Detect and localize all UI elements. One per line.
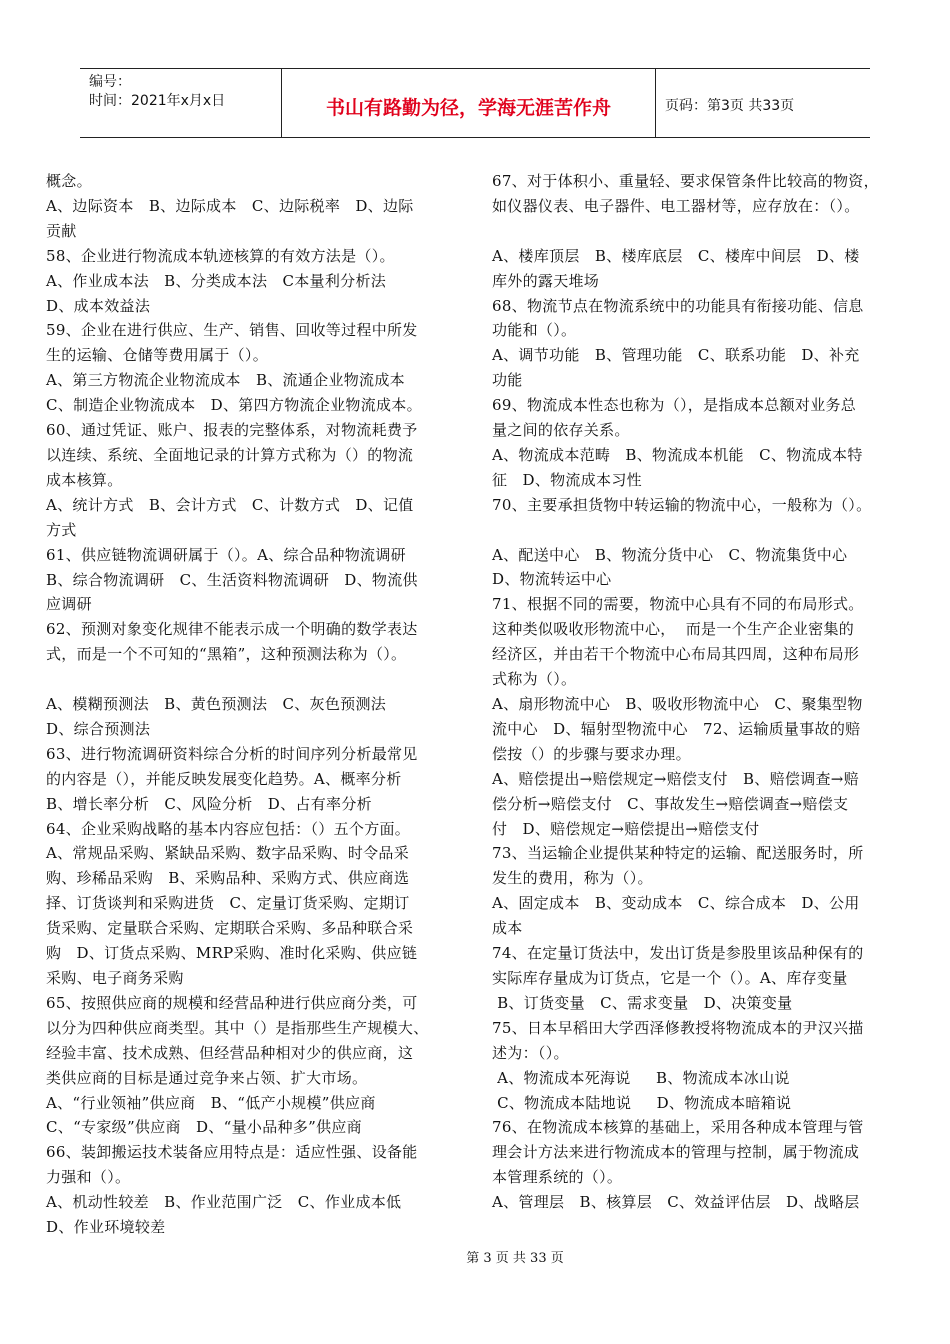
text-line (492, 219, 910, 244)
text-line: 66、装卸搬运技术装备应用特点是：适应性强、设备能 (46, 1143, 418, 1162)
right-text-column (492, 169, 910, 1215)
text-line: C、“专家级”供应商 D、“量小品种多”供应商 (46, 1118, 362, 1137)
text-line: 67、对于体积小、重量轻、要求保管条件比较高的物资， (492, 172, 879, 190)
text-line: 贡献 (46, 221, 77, 240)
text-line: A、赔偿提出→赔偿规定→赔偿支付 B、赔偿调查→赔 (492, 769, 859, 788)
text-line: 概念。 (46, 172, 92, 190)
text-line: 成本核算。 (46, 470, 123, 489)
text-line: B、增长率分析 C、风险分析 D、占有率分析 (46, 794, 372, 813)
text-line: A、扇形物流中心 B、吸收形物流中心 C、聚集型物 (492, 695, 863, 713)
text-line: 71、根据不同的需要，物流中心具有不同的布局形式。 (492, 595, 864, 614)
text-line: 式称为（）。 (492, 670, 577, 689)
text-line: 力强和（）。 (46, 1168, 131, 1187)
text-line: A、物流成本死海说 B、物流成本冰山说 (492, 1068, 790, 1087)
document-time-label: 时间：2021年x月x日 (89, 93, 226, 109)
text-line: 功能 (492, 371, 523, 390)
text-line: 以分为四种供应商类型。其中（）是指那些生产规模大、 (46, 1018, 429, 1037)
text-line: 方式 (46, 520, 77, 539)
text-line: A、调节功能 B、管理功能 C、联系功能 D、补充 (492, 346, 860, 365)
text-line: 择、订货谈判和采购进货 C、定量订货采购、定期订 (46, 894, 410, 913)
text-line: 发生的费用，称为（）。 (492, 869, 653, 888)
text-line: 生的运输、仓储等费用属于（）。 (46, 346, 269, 365)
text-line: 偿分析→赔偿支付 C、事故发生→赔偿调查→赔偿支 (492, 794, 849, 813)
text-line: D、综合预测法 (46, 719, 151, 738)
text-line: D、作业环境较差 (46, 1218, 166, 1237)
header-meta (80, 69, 282, 137)
text-line: 69、物流成本性态也称为（），是指成本总额对业务总 (492, 396, 857, 415)
text-line: 如仪器仪表、电子器件、电工器材等，应存放在：（）。 (492, 196, 860, 215)
text-line (492, 518, 910, 543)
text-line: 74、在定量订货法中，发出订货是参股里该品种保有的 (492, 944, 864, 963)
text-line: 59、企业在进行供应、生产、销售、回收等过程中所发 (46, 321, 418, 340)
text-line: A、物流成本范畴 B、物流成本机能 C、物流成本特 (492, 445, 863, 464)
text-line: A、机动性较差 B、作业范围广泛 C、作业成本低 (46, 1193, 402, 1212)
text-line: 73、当运输企业提供某种特定的运输、配送服务时，所 (492, 844, 864, 863)
text-line: 63、进行物流调研资料综合分析的时间序列分析最常见 (46, 744, 418, 763)
text-line: 76、在物流成本核算的基础上，采用各种成本管理与管 (492, 1118, 864, 1137)
text-line: 62、预测对象变化规律不能表示成一个明确的数学表达 (46, 620, 418, 639)
text-line: A、模糊预测法 B、黄色预测法 C、灰色预测法 (46, 695, 387, 714)
document-number-label: 编号： (89, 74, 131, 90)
text-line: A、楼库顶层 B、楼库底层 C、楼库中间层 D、楼 (492, 246, 860, 265)
text-line: A、边际资本 B、边际成本 C、边际税率 D、边际 (46, 196, 414, 215)
header-motto: 书山有路勤为径，学海无涯苦作舟 (282, 69, 656, 137)
text-line: 65、按照供应商的规模和经营品种进行供应商分类，可 (46, 993, 418, 1012)
text-line: C、制造企业物流成本 D、第四方物流企业物流成本。 (46, 396, 422, 415)
text-line: 偿按（）的步骤与要求办理。 (492, 744, 691, 763)
text-line: A、常规品采购、紧缺品采购、数字品采购、时令品采 (46, 844, 410, 863)
text-line: A、固定成本 B、变动成本 C、综合成本 D、公用 (492, 894, 860, 913)
text-line: 这种类似吸收形物流中心， 而是一个生产企业密集的 (492, 620, 855, 639)
text-line: C、物流成本陆地说 D、物流成本暗箱说 (492, 1093, 792, 1112)
text-line: 应调研 (46, 595, 92, 614)
left-text-column (46, 169, 460, 1240)
text-line: A、统计方式 B、会计方式 C、计数方式 D、记值 (46, 495, 414, 514)
text-line: A、管理层 B、核算层 C、效益评估层 D、战略层 (492, 1193, 860, 1212)
text-line: 的内容是（），并能反映发展变化趋势。A、概率分析 (46, 769, 402, 788)
text-line: A、作业成本法 B、分类成本法 C本量利分析法 (46, 271, 387, 290)
text-line: B、综合物流调研 C、生活资料物流调研 D、物流供 (46, 570, 418, 589)
text-line: B、订货变量 C、需求变量 D、决策变量 (492, 993, 793, 1012)
text-line: 付 D、赔偿规定→赔偿提出→赔偿支付 (492, 819, 760, 838)
text-line: 类供应商的目标是通过竞争来占领、扩大市场。 (46, 1068, 368, 1087)
text-line: 以连续、系统、全面地记录的计算方式称为（）的物流 (46, 445, 414, 464)
text-line: 征 D、物流成本习性 (492, 470, 642, 489)
header-page-code: 页码：第3页 共33页 (665, 98, 795, 114)
text-line: 采购、电子商务采购 (46, 968, 184, 987)
text-line: A、第三方物流企业物流成本 B、流通企业物流成本 (46, 371, 405, 390)
text-line: 货采购、定量联合采购、定期联合采购、多品种联合采 (46, 919, 414, 938)
text-line: 流中心 D、辐射型物流中心 72、运输质量事故的赔 (492, 719, 861, 738)
text-line: 58、企业进行物流成本轨迹核算的有效方法是（）。 (46, 246, 395, 265)
text-line (46, 667, 460, 692)
text-line: 购、珍稀品采购 B、采购品种、采购方式、供应商选 (46, 869, 410, 888)
text-line: 68、物流节点在物流系统中的功能具有衔接功能、信息 (492, 296, 864, 315)
text-line: 购 D、订货点采购、MRP采购、准时化采购、供应链 (46, 944, 418, 963)
text-line: D、成本效益法 (46, 296, 151, 315)
text-line: A、“行业领袖”供应商 B、“低产小规模”供应商 (46, 1093, 376, 1112)
text-line: 实际库存量成为订货点，它是一个（）。A、库存变量 (492, 968, 848, 987)
text-line: A、配送中心 B、物流分货中心 C、物流集货中心 (492, 545, 848, 564)
text-line: 75、日本早稻田大学西泽修教授将物流成本的尹汉兴描 (492, 1018, 864, 1037)
text-line: 经济区，并由若干个物流中心布局其四周，这种布局形 (492, 645, 860, 664)
text-line: 经验丰富、技术成熟、但经营品种相对少的供应商，这 (46, 1043, 414, 1062)
text-line: 式，而是一个不可知的“黑箱”，这种预测法称为（）。 (46, 645, 407, 664)
text-line: 库外的露天堆场 (492, 271, 600, 290)
text-line: 60、通过凭证、账户、报表的完整体系，对物流耗费予 (46, 421, 418, 440)
text-line: 70、主要承担货物中转运输的物流中心，一般称为（）。 (492, 495, 872, 514)
text-line: 述为：（）。 (492, 1043, 569, 1062)
text-line: 功能和（）。 (492, 321, 577, 340)
text-line: 64、企业采购战略的基本内容应包括：（）五个方面。 (46, 819, 411, 838)
text-line: 成本 (492, 919, 523, 938)
text-line: 本管理系统的（）。 (492, 1168, 623, 1187)
text-line: 理会计方法来进行物流成本的管理与控制，属于物流成 (492, 1143, 860, 1162)
text-line: 量之间的依存关系。 (492, 421, 630, 440)
page-footer: 第 3 页 共 33 页 (466, 1251, 564, 1266)
page-header (80, 68, 870, 138)
text-line: D、物流转运中心 (492, 570, 612, 589)
text-line: 61、供应链物流调研属于（）。A、综合品种物流调研 (46, 545, 406, 564)
